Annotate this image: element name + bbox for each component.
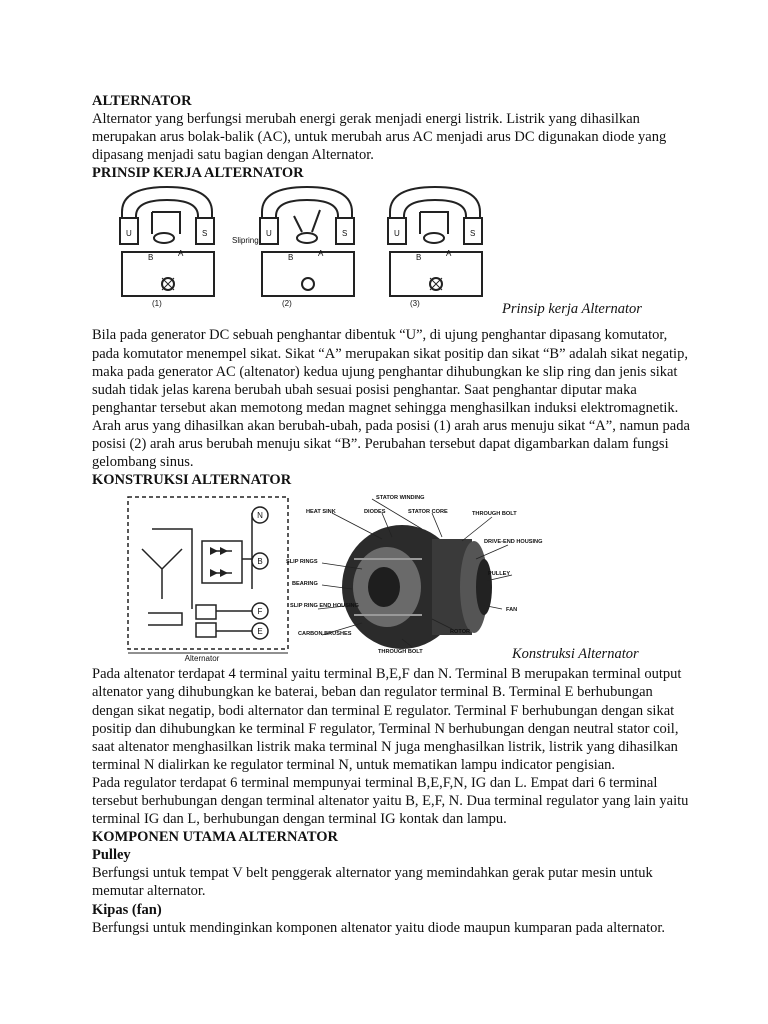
label-stator-winding: STATOR WINDING	[376, 495, 425, 502]
label-s-1: S	[202, 229, 208, 239]
label-u-3: U	[394, 229, 400, 239]
paragraph-pulley: Berfungsi untuk tempat V belt penggerak alternator yang memindahkan gerak putar mesin untuk memutar alternator.	[92, 865, 653, 900]
label-b-3: B	[416, 253, 422, 263]
label-b-1: B	[148, 253, 154, 263]
heading-alternator: ALTERNATOR	[92, 93, 192, 109]
label-drive-end-housing: DRIVE-END HOUSING	[484, 539, 543, 546]
label-pos-1: (1)	[152, 299, 162, 309]
label-s-2: S	[342, 229, 348, 239]
paragraph-kipas: Berfungsi untuk mendinginkan komponen altenator yaitu diode maupun kumparan pada alternator.	[92, 919, 666, 936]
alternator-label: Alternator	[184, 654, 220, 664]
paragraph-prinsip: Bila pada generator DC sebuah penghantar dibentuk “U”, di ujung penghantar dipasang komutator, pada komutator menempel sikat. Sikat “A” merupakan sikat positip dan sikat “B” adalah sikat negatip, maka pada generator AC (altenator) kedua ujung penghantar dihubungkan ke slip ring dan jenis sikat sudah tidak jelas karena berubah ubah sesuai posisi penghantar. Saat penghantar diputar maka penghantar tersebut akan memotong medan magnet sehingga menghasilkan induksi elektromagnetik. Arah arus yang dihasilkan akan berubah-ubah, pada posisi (1) arah arus menuju sikat “A”, namun pada posisi (2) arah arus berubah menuju sikat “B”. Perubahan tersebut dapat digambarkan dalam fungsi gelombang sinus.	[92, 327, 690, 471]
subheading-pulley: Pulley	[92, 847, 131, 864]
label-fan: FAN	[506, 607, 518, 614]
label-b-2: B	[288, 253, 294, 263]
label-pulley: PULLEY	[488, 571, 511, 578]
paragraph-konstruksi-2: Pada regulator terdapat 6 terminal mempunyai terminal B,E,F,N, IG dan L. Empat dari 6 terminal tersebut berhubungan dengan terminal altenator yaitu B, E,F, N. Dua terminal regulator yang lain yaitu terminal IG dan L, berhubungan dengan terminal IG kontak dan lampu.	[92, 774, 689, 828]
unit-1	[120, 187, 214, 296]
label-through-bolt-top: THROUGH BOLT	[472, 511, 517, 518]
document-body	[92, 92, 692, 937]
label-s-3: S	[470, 229, 476, 239]
label-a-2: A	[318, 249, 324, 259]
label-pos-3: (3)	[410, 299, 420, 309]
label-carbon-brushes: CARBON BRUSHES	[298, 631, 352, 638]
label-slip-ring-end-housing: SLIP RING END HOUSING	[290, 603, 359, 610]
heading-komponen-utama: KOMPONEN UTAMA ALTERNATOR	[92, 829, 338, 846]
paragraph-intro: Alternator yang berfungsi merubah energi gerak menjadi energi listrik. Listrik yang dihasilkan merupakan arus bolak-balik (AC), untuk merubah arus AC menjadi arus DC digunakan diode yang dipasang menjadi satu bagian dengan Alternator.	[92, 111, 667, 164]
terminal-n: N	[257, 511, 263, 521]
label-bearing: BEARING	[292, 581, 318, 588]
subheading-kipas: Kipas (fan)	[92, 901, 162, 918]
label-stator-core: STATOR CORE	[408, 509, 448, 516]
label-through-bolt-bottom: THROUGH BOLT	[378, 649, 423, 656]
label-diodes: DIODES	[364, 509, 386, 516]
label-rotor: ROTOR	[450, 629, 471, 636]
label-slipring: Slipring	[232, 236, 259, 246]
caption-konstruksi: Konstruksi Alternator	[512, 646, 639, 663]
label-a-3: A	[446, 249, 452, 259]
label-a-1: A	[178, 249, 184, 259]
label-pos-2: (2)	[282, 299, 292, 309]
figure-prinsip-kerja	[92, 182, 692, 326]
heading-konstruksi: KONSTRUKSI ALTERNATOR	[92, 472, 292, 489]
figure-konstruksi	[92, 489, 692, 665]
unit-2	[260, 187, 354, 296]
label-heat-sink: HEAT SINK	[306, 509, 336, 516]
konstruksi-diagram	[92, 489, 692, 665]
label-u-1: U	[126, 229, 132, 239]
terminal-e: E	[257, 627, 263, 637]
heading-prinsip-kerja: PRINSIP KERJA ALTERNATOR	[92, 165, 304, 182]
terminal-f: F	[257, 607, 263, 617]
paragraph-konstruksi-1: Pada altenator terdapat 4 terminal yaitu terminal B,E,F dan N. Terminal B merupakan terminal output altenator yang dihubungkan ke baterai, beban dan regulator terminal B. Terminal E berhubungan dengan sikat negatip, bodi alternator dan terminal E regulator. Terminal F berhubungan dengan sikat positip dan dihubungkan ke terminal F regulator, Terminal N berhubungan dengan neutral stator coil, saat altenator menghasilkan listrik maka terminal N juga menghasilkan listrik, listrik yang dihasilkan terminal N dialirkan ke regulator terminal N, untuk mematikan lampu indicator pengisian.	[92, 666, 682, 773]
label-u-2: U	[266, 229, 272, 239]
label-slip-rings: SLIP RINGS	[286, 559, 318, 566]
caption-prinsip-kerja: Prinsip kerja Alternator	[502, 301, 642, 318]
unit-3	[388, 187, 482, 296]
terminal-b: B	[257, 557, 263, 567]
